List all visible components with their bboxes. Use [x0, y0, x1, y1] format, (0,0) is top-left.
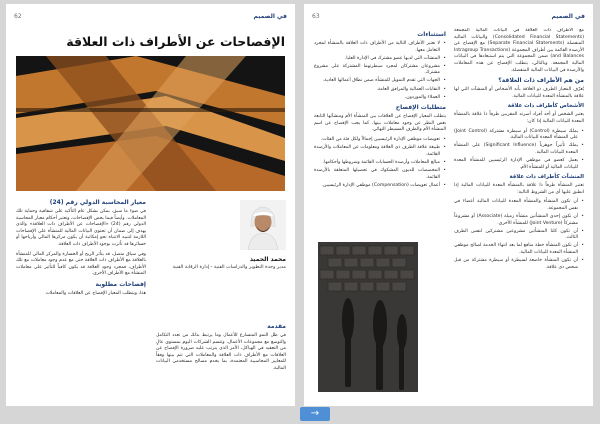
running-header	[14, 10, 287, 22]
intro-column	[156, 320, 286, 404]
entities-intro: تعتبر المنشأة طرفاً ذا علاقة بالمنشأة المعدة للبيانات المالية إذا انطبق عليها أي من الشروط التالية:	[454, 183, 584, 195]
section-label: في الصميم	[253, 12, 287, 20]
avatar-portrait	[240, 200, 286, 250]
page-63	[304, 4, 593, 406]
intro-text: في ظل النمو المتسارع للأعمال وما يرتبط بذلك من تعدد التكامل والتوسع مع مجموعات الأعمال، وتتسم الشركات اليوم بمستوى عالٍ من التعقيد في الهياكل، الأمر الذي يترتب عليه ضرورة الإفصاح عن العلاقات مع الأطراف ذات العلاقة والمعاملات التي تتم بينها وفقاً للمعايير المحاسبية المعتمدة، بما يخدم مصالح مستخدمي البيانات المالية.	[156, 333, 286, 371]
disclosures-list	[314, 137, 446, 189]
list-item: • مبالغ المعاملات وأرصدة الحسابات القائمة وشروطها وأحكامها.	[314, 160, 440, 167]
list-item: • يملك تأثيراً جوهرياً (Significant Influence) على المنشأة المعدة للبيانات المالية.	[454, 143, 578, 156]
list-item: • لا تعتبر الأطراف التالية من الأطراف ذات العلاقة بالمنشأة لمجرد التعامل معها.	[314, 41, 440, 54]
entities-heading: المنشآت كأطراف ذات علاقة	[509, 174, 584, 181]
exceptions-heading: استثناءات	[417, 31, 446, 38]
running-header	[312, 10, 585, 22]
list-item: • النقابات العمالية والمرافق العامة.	[314, 87, 440, 94]
list-item: • أن تكون كلتا المنشأتين مشروعين مشتركين لنفس الطرف الثالث.	[454, 229, 578, 242]
list-item: • تعويضات موظفي الإدارة الرئيسيين إجمالاً ولكل فئة من الفئات.	[314, 137, 440, 144]
hero-image	[16, 56, 285, 191]
cobblestone-shadows-photo	[318, 242, 418, 392]
list-item: • مشروعان مشتركان لمجرد سيطرتهما المشتركة على مشروع مشترك.	[314, 64, 440, 77]
related-parties-column	[454, 28, 584, 402]
author-role: مدير وحدة التطوير والدراسات الفنية - إدارة الرقابة الفنية	[172, 265, 286, 270]
consolidation-text: مع الأطراف ذات العلاقة في البيانات المالية المجمعة (Consolidated Financial Statements) والبيانات المالية المنفصلة (Separate Financial Statements) مع الإفصاح عن الأرصدة القائمة بين أطراف المجموعة (Intragroup Transactions and Balances) ضمن المجموعة التي يتم استبعادها في البيانات المالية المجمعة. وبالتالي، يتطلب الإفصاح عن هذه المعاملات والأرصدة في البيانات المالية المنفصلة.	[454, 28, 584, 73]
list-item: • يملك سيطرة (Control) أو سيطرة مشتركة (Joint Control) على المنشأة المعدة للبيانات المالية.	[454, 129, 578, 142]
persons-list	[454, 129, 584, 172]
intro-heading: مقدمة	[267, 323, 286, 330]
list-item: • طبيعة علاقة الطرف ذي العلاقة ومعلومات عن المعاملات والأرصدة القائمة.	[314, 145, 440, 158]
exceptions-column	[314, 28, 446, 238]
disclosures-heading: متطلبات الإفصاح	[395, 104, 446, 112]
entities-list	[454, 199, 584, 271]
list-item: • يعمل كعضو في موظفي الإدارة الرئيسيين للمنشأة المعدة للبيانات المالية أو للمنشأة الأم.	[454, 158, 578, 171]
who-heading: من هم الأطراف ذات العلاقة؟	[498, 77, 584, 85]
page-number: 63	[312, 12, 320, 20]
street-photo	[318, 242, 418, 392]
requirements-text: هذا، ويتطلب المعيار الإفصاح عن العلاقات والمعاملات	[45, 290, 146, 296]
list-item: • أعمال تعويضات (Compensation) موظفي الإدارة الرئيسيين.	[314, 183, 440, 190]
article-title: الإفصاحات عن الأطراف ذات العلاقة	[66, 34, 285, 49]
list-item: • أن تكون المنشأة والمنشأة المعدة للبيانات المالية أعضاء في نفس المجموعة.	[454, 199, 578, 212]
who-text: يُعرّف المعيار الطرف ذو العلاقة بأنه الأشخاص أو المنشآت التي لها علاقة بالمنشأة المعدة للبيانات المالية.	[454, 87, 584, 99]
ias-heading: معيار المحاسبة الدولي رقم (24)	[49, 199, 146, 206]
persons-intro: يعتبر الشخص أو أحد أفراد أسرته المقربين طرفاً ذا علاقة بالمنشأة المعدة للبيانات المالية إذا كان:	[454, 112, 584, 124]
list-item: • المخصصات للديون المشكوك في تحصيلها المتعلقة بالأرصدة القائمة.	[314, 168, 440, 181]
list-item: • أن تكون المنشأة خطة منافع لما بعد انتهاء الخدمة لصالح موظفي المنشأة المعدة للبيانات المالية.	[454, 243, 578, 256]
disclosures-text: يتطلب المعيار الإفصاح عن العلاقات بين المنشأة الأم ومنشآتها التابعة بغض النظر عن وجود معاملات بينها، كما يجب الإفصاح عن اسم المنشأة الأم والطرف المسيطر النهائي.	[314, 114, 446, 133]
ias-column	[16, 196, 146, 402]
page-number: 62	[14, 12, 22, 20]
list-item: • المنشآت التي لديها عضو مشترك في الإدارة العليا.	[314, 56, 440, 63]
author-box	[156, 200, 286, 271]
persons-heading: الأشخاص كأطراف ذات علاقة	[507, 103, 584, 110]
author-name: محمد الحميد	[249, 256, 286, 263]
list-item: • أن تكون إحدى المنشأتين منشأة زميلة (Associate) أو مشروعاً مشتركاً (Joint Venture) للمنشأة الأخرى.	[454, 214, 578, 227]
ias-paragraph: في ضوء ما سبق، يمكن بشكل عام التأكيد على شفافية وحماية تلك المعاملات. وأيضاً فيما يخص الإفصاحات، وتعتبر أحكام معيار المحاسبة الدولي رقم (24) «الإفصاحات عن الأطراف ذات العلاقة» والذي يهدف إلى ضمان أن تحتوي البيانات المالية للمنشأة على الإفصاحات اللازمة لتنبيه الانتباه نحو إمكانية أن يكون مركزها المالي وأرباحها أو خسائرها قد تأثرت بوجود الأطراف ذات العلاقة.	[16, 209, 146, 247]
requirements-heading: إفصاحات مطلوبة	[95, 280, 146, 288]
author-avatar	[240, 200, 286, 250]
list-item: • الجهات التي تقدم التمويل للمنشأة ضمن نطاق أعمالها العادية.	[314, 78, 440, 85]
section-label: في الصميم	[551, 12, 585, 20]
wooden-beams-illustration	[16, 56, 285, 191]
exceptions-list	[314, 41, 446, 101]
next-page-button[interactable]: →	[300, 407, 330, 421]
ias-paragraph: وفي سياق متصل، قد يتأثر الربح أو الخسارة والمركز المالي للمنشأة بالعلاقة مع الأطراف ذات العلاقة حتى مع عدم وجود معاملات مع تلك الأطراف، فمجرد وجود العلاقة قد يكون كافياً للتأثير على معاملات المنشأة مع الأطراف الأخرى.	[16, 251, 146, 277]
list-item: • العملاء والموردون.	[314, 95, 440, 102]
page-62	[6, 4, 295, 406]
list-item: • أن تكون المنشأة خاضعة لسيطرة أو سيطرة مشتركة من قبل شخص ذي علاقة.	[454, 258, 578, 271]
